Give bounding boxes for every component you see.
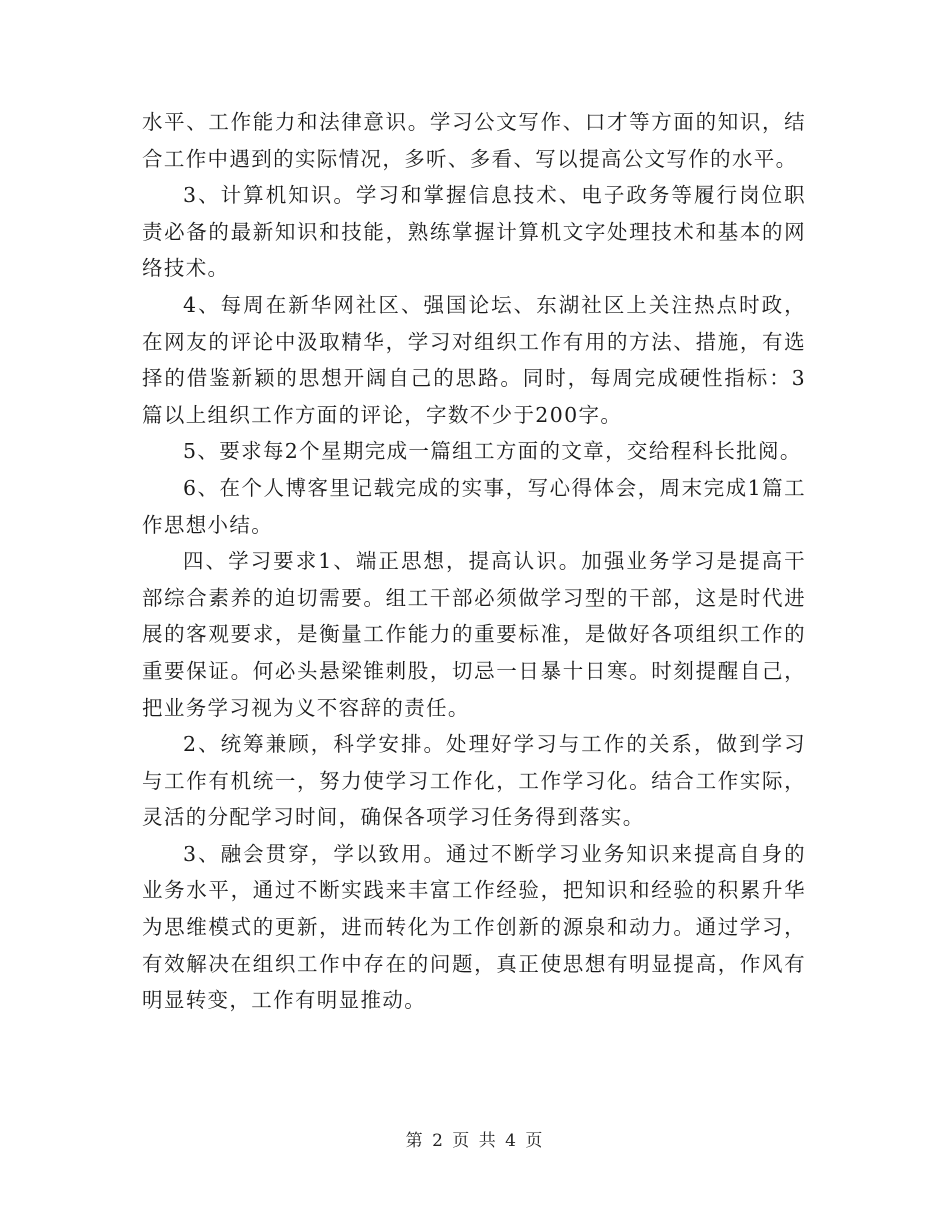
paragraph-7: 2、统筹兼顾，科学安排。处理好学习与工作的关系，做到学习与工作有机统一，努力使学习工作化，工作学习化。结合工作实际，灵活的分配学习时间，确保各项学习任务得到落实。 (142, 732, 806, 830)
paragraph-2: 3、计算机知识。学习和掌握信息技术、电子政务等履行岗位职责必备的最新知识和技能，熟练掌握计算机文字处理技术和基本的网络技术。 (142, 183, 806, 281)
page-number-footer: 第 2 页 共 4 页 (405, 1131, 545, 1151)
paragraph-5: 6、在个人博客里记载完成的实事，写心得体会，周末完成1篇工作思想小结。 (142, 475, 806, 537)
paragraph-3: 4、每周在新华网社区、强国论坛、东湖社区上关注热点时政，在网友的评论中汲取精华，学习对组织工作有用的方法、措施，有选择的借鉴新颖的思想开阔自己的思路。同时，每周完成硬性指标：3篇以上组织工作方面的评论，字数不少于200字。 (142, 292, 806, 427)
paragraph-8: 3、融会贯穿，学以致用。通过不断学习业务知识来提高自身的业务水平，通过不断实践来丰富工作经验，把知识和经验的积累升华为思维模式的更新，进而转化为工作创新的源泉和动力。通过学习，有效解决在组织工作中存在的问题，真正使思想有明显提高，作风有明显转变，工作有明显推动。 (142, 841, 806, 1013)
paragraph-6: 四、学习要求1、端正思想，提高认识。加强业务学习是提高干部综合素养的迫切需要。组工干部必须做学习型的干部，这是时代进展的客观要求，是衡量工作能力的重要标准，是做好各项组织工作的重要保证。何必头悬梁锥刺股，切忌一日暴十日寒。时刻提醒自己，把业务学习视为义不容辞的责任。 (142, 549, 806, 720)
paragraph-1: 水平、工作能力和法律意识。学习公文写作、口才等方面的知识，结合工作中遇到的实际情况，多听、多看、写以提高公文写作的水平。 (142, 110, 806, 171)
paragraph-4: 5、要求每2个星期完成一篇组工方面的文章，交给程科长批阅。 (183, 439, 802, 464)
document-body (142, 104, 806, 1019)
